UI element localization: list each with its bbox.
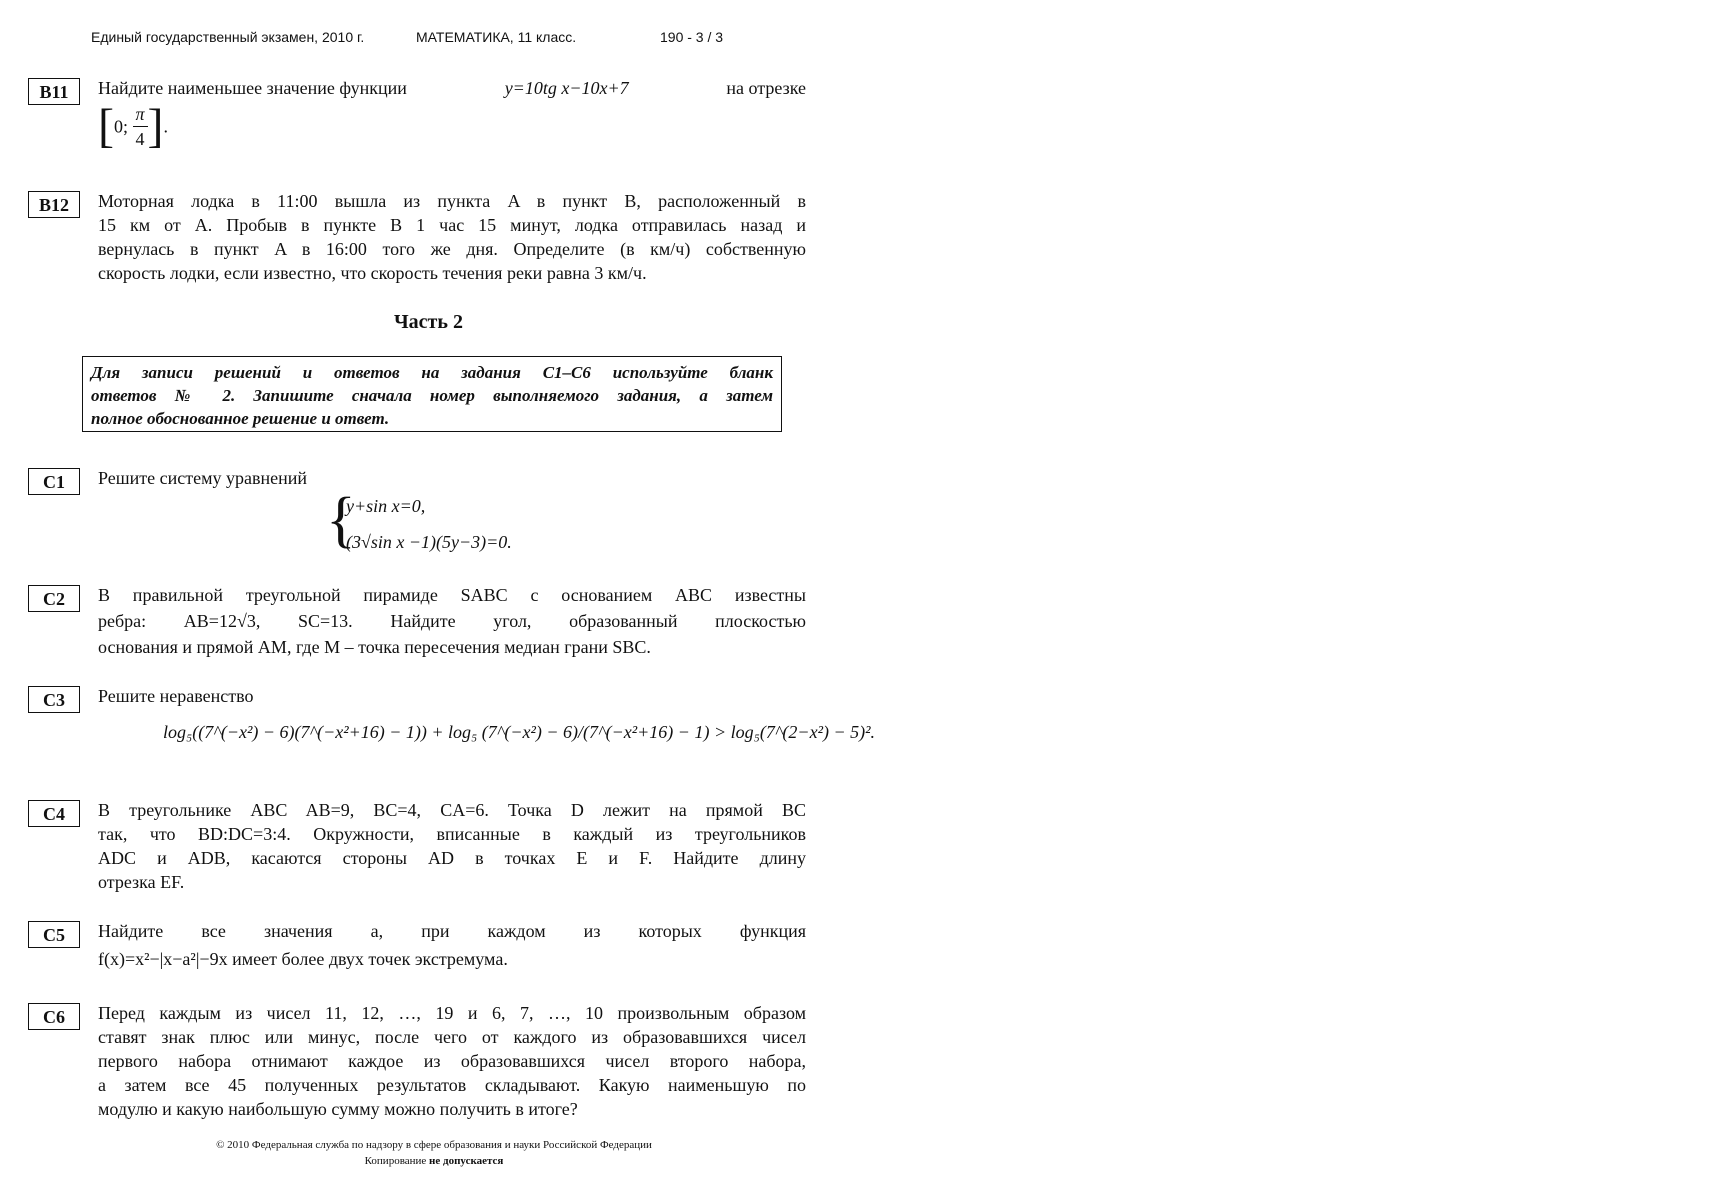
task-c3 (28, 684, 875, 774)
copy-notice: Копирование не допускается (364, 1155, 504, 1167)
task-label: C6 (28, 1003, 80, 1030)
part2-notice: Для записи решений и ответов на задания С1–С6 используйте бланк ответов № 2. Запишите сначала номер выполняемого задания, а затем полное обоснованное решение и ответ. (82, 356, 782, 432)
task-text: Найдите все значения a, при каждом из которых функция f(x)=x²−|x−a²|−9x имеет более двух точек экстремума. (98, 921, 806, 969)
page-number: 190 - 3 / 3 (660, 29, 724, 45)
equation-2: (3√sin x −1)(5y−3)=0. (346, 532, 512, 552)
task-label: C2 (28, 585, 80, 612)
task-text: В треугольнике ABC AB=9, BC=4, CA=6. Точка D лежит на прямой BC так, что BD:DC=3:4. Окружности, вписанные в каждый из треугольников ADC и ADB, касаются стороны AD в точках E и F. Найдите длину отрезка EF. (98, 800, 806, 892)
copyright: © 2010 Федеральная служба по надзору в сфере образования и науки Российской Федерации (216, 1139, 652, 1151)
task-label: B11 (28, 78, 80, 105)
equation-1: y+sin x=0, (346, 496, 426, 516)
inequality-formula: log₅((7^(−x²) − 6)(7^(−x²+16) − 1)) + log₅ (7^(−x²) − 6)/(7^(−x²+16) − 1) > log₅(7^(2−x²) − 5)². (163, 722, 875, 742)
task-b11 (28, 76, 806, 166)
task-text: В правильной треугольной пирамиде SABC с основанием ABC известны ребра: AB=12√3, SC=13. Найдите угол, образованный плоскостью основания и прямой AM, где M – точка пересечения медиан грани SBC. (98, 585, 806, 657)
task-label: C4 (28, 800, 80, 827)
part-title: Часть 2 (394, 311, 463, 333)
page-footer (0, 1137, 868, 1169)
function-formula: y=10tg x−10x+7 (504, 78, 629, 98)
brace-icon: { (326, 486, 356, 554)
task-c2 (28, 583, 806, 663)
task-label: C5 (28, 921, 80, 948)
exam-title: Единый государственный экзамен, 2010 г. (91, 29, 365, 45)
interval: [0; $\frac{\pi}{4}$ ]. (98, 99, 169, 153)
task-b12 (28, 189, 806, 289)
task-text: Найдите наименьшее значение функции y=10tg x−10x+7 на отрезке [0; $\frac{\pi}{4}$ ]. (98, 78, 806, 153)
task-text: Решите систему уравнений (98, 468, 307, 488)
task-label: B12 (28, 191, 80, 218)
task-c1 (28, 466, 788, 556)
task-label: C1 (28, 468, 80, 495)
task-text: Моторная лодка в 11:00 вышла из пункта A в пункт B, расположенный в 15 км от A. Пробыв в пункте B 1 час 15 минут, лодка отправилась назад и вернулась в пункт A в 16:00 того же дня. Определите (в км/ч) собственную скорость лодки, если известно, что скорость течения реки равна 3 км/ч. (98, 191, 806, 283)
task-label: C3 (28, 686, 80, 713)
task-text: Решите неравенство (98, 686, 254, 706)
task-c6 (28, 1001, 806, 1121)
task-text: Перед каждым из чисел 11, 12, …, 19 и 6, 7, …, 10 произвольным образом ставят знак плюс или минус, после чего от каждого из образовавшихся чисел первого набора отнимают каждое из образовавшихся чисел второго набора, а затем все 45 полученных результатов складывают. Какую наименьшую по модулю и какую наибольшую сумму можно получить в итоге? (98, 1003, 806, 1119)
task-c5 (28, 919, 806, 979)
task-c4 (28, 798, 806, 898)
equation-system (326, 486, 512, 560)
subject-title: МАТЕМАТИКА, 11 класс. (416, 29, 577, 45)
